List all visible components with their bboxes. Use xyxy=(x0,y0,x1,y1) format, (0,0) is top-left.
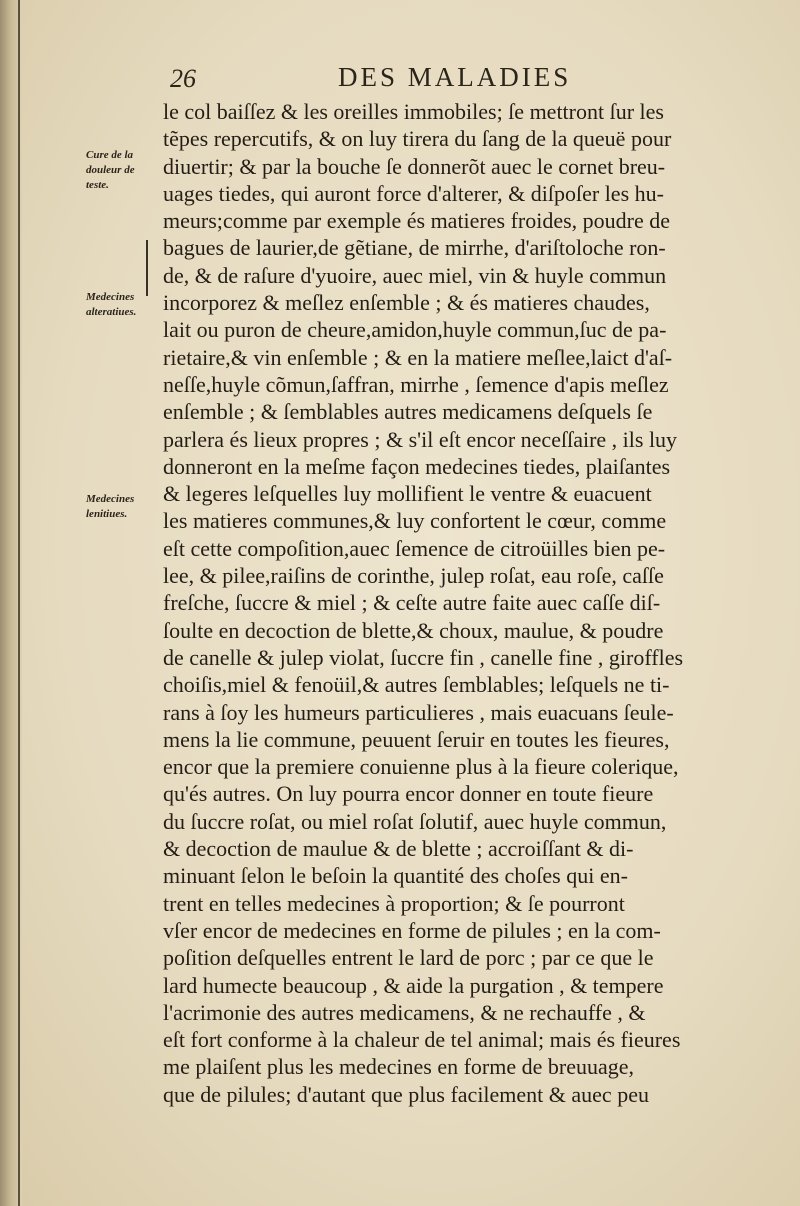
margin-note-line: lenitiues. xyxy=(86,508,128,520)
text-line: tẽpes repercutifs, & on luy tirera du ſang de la queuë pour xyxy=(163,126,672,152)
body-text xyxy=(163,98,763,1108)
text-line: ſoulte en decoction de blette,& choux, maulue, & poudre xyxy=(163,617,664,643)
text-line: rietaire,& vin enſemble ; & en la matiere meſlee,laict d'aſ- xyxy=(163,344,673,370)
text-line: & legeres leſquelles luy mollifient le ventre & euacuent xyxy=(163,481,652,507)
margin-note-line: Medecines xyxy=(86,493,135,505)
text-line: vſer encor de medecines en forme de pilules ; en la com- xyxy=(163,917,661,943)
text-line: uages tiedes, qui auront force d'alterer, & diſpoſer les hu- xyxy=(163,180,664,206)
text-line: meurs;comme par exemple és matieres froides, poudre de xyxy=(163,208,671,234)
text-line: lee, & pilee,raiſins de corinthe, julep roſat, eau roſe, caſſe xyxy=(163,563,664,589)
margin-note-line: Cure de la xyxy=(86,149,134,161)
text-line: choiſis,miel & fenoüil,& autres ſemblables; leſquels ne ti- xyxy=(163,672,670,698)
page-header xyxy=(160,60,720,100)
text-line: de canelle & julep violat, ſuccre fin , canelle fine , giroffles xyxy=(163,644,684,670)
text-line: neſſe,huyle cõmun,ſaffran, mirrhe , ſemence d'apis meſlez xyxy=(163,371,669,397)
text-line: le col baiſſez & les oreilles immobiles; ſe mettront ſur les xyxy=(163,99,664,124)
margin-bracket xyxy=(146,240,148,296)
binding-rule xyxy=(18,0,20,1206)
text-line: freſche, ſuccre & miel ; & ceſte autre faite auec caſſe diſ- xyxy=(163,590,661,616)
text-line: lait ou puron de cheure,amidon,huyle commun,ſuc de pa- xyxy=(163,317,667,343)
running-title: DES MALADIES xyxy=(338,62,572,92)
text-line: encor que la premiere conuienne plus à la fieure colerique, xyxy=(163,754,679,780)
text-line: de, & de raſure d'yuoire, auec miel, vin & huyle commun xyxy=(163,262,667,288)
text-line: parlera és lieux propres ; & s'il eſt encor neceſſaire , ils luy xyxy=(163,426,678,452)
text-line: poſition deſquelles entrent le lard de porc ; par ce que le xyxy=(163,945,654,971)
text-line: me plaiſent plus les medecines en forme de breuuage, xyxy=(163,1054,634,1080)
margin-note-line: teste. xyxy=(86,179,109,191)
text-line: rans à ſoy les humeurs particulieres , mais euacuans ſeule- xyxy=(163,699,674,725)
text-line: les matieres communes,& luy confortent le cœur, comme xyxy=(163,508,667,534)
text-line: trent en telles medecines à proportion; & ſe pourront xyxy=(163,890,625,916)
text-line: donneront en la meſme façon medecines tiedes, plaiſantes xyxy=(163,453,671,479)
text-line: l'acrimonie des autres medicamens, & ne rechauffe , & xyxy=(163,999,646,1025)
text-line: eſt fort conforme à la chaleur de tel animal; mais és fieures xyxy=(163,1027,681,1053)
text-line: diuertir; & par la bouche ſe donnerõt auec le cornet breu- xyxy=(163,153,666,179)
text-line: minuant ſelon le beſoin la quantité des choſes qui en- xyxy=(163,863,628,889)
text-line: & decoction de maulue & de blette ; accroiſſant & di- xyxy=(163,836,634,862)
text-line: incorporez & meſlez enſemble ; & és matieres chaudes, xyxy=(163,290,650,316)
text-line: du ſuccre roſat, ou miel roſat ſolutif, auec huyle commun, xyxy=(163,808,667,834)
folio-number: 26 xyxy=(170,64,196,93)
text-line: bagues de laurier,de gẽtiane, de mirrhe, d'ariſtoloche ron- xyxy=(163,235,666,261)
margin-note-line: douleur de xyxy=(86,164,135,176)
margin-note-cure xyxy=(86,148,135,193)
text-line: qu'és autres. On luy pourra encor donner en toute fieure xyxy=(163,781,654,807)
text-line: enſemble ; & ſemblables autres medicamens deſquels ſe xyxy=(163,399,653,425)
margin-note-line: alteratiues. xyxy=(86,306,137,318)
text-line: que de pilules; d'autant que plus facilement & auec peu xyxy=(163,1081,649,1107)
text-line: mens la lie commune, peuuent ſeruir en toutes les fieures, xyxy=(163,726,670,752)
margin-note-alteratiues xyxy=(86,290,136,320)
margin-note-line: Medecines xyxy=(86,291,135,303)
text-line: lard humecte beaucoup , & aide la purgation , & tempere xyxy=(163,972,664,998)
text-line: eſt cette compoſition,auec ſemence de citroüilles bien pe- xyxy=(163,535,666,561)
margin-note-lenitiues xyxy=(86,492,134,522)
